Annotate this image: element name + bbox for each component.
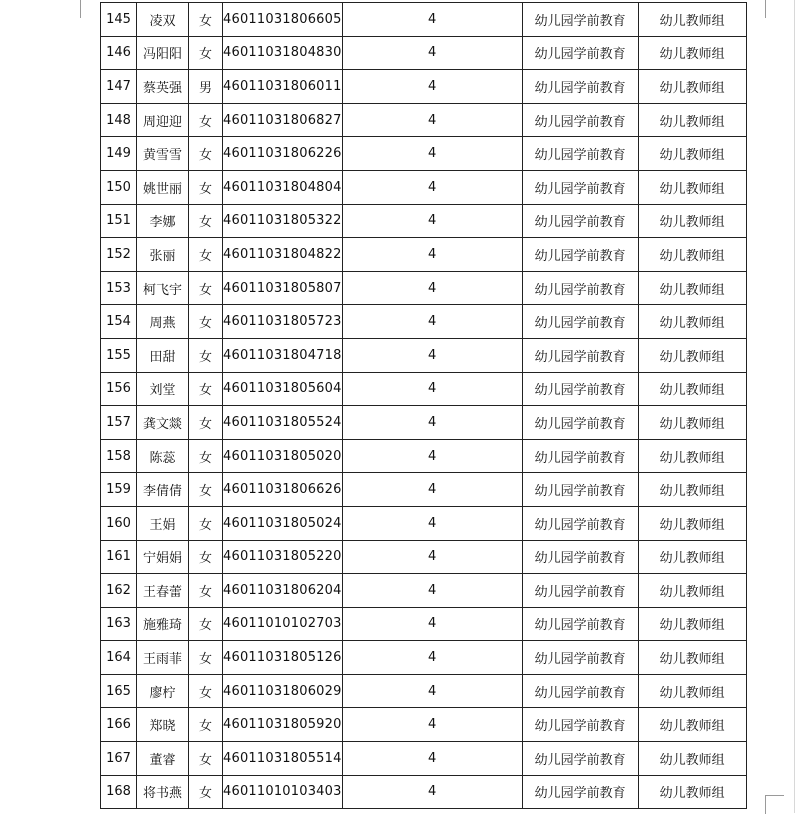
count-cell: 4 (342, 103, 522, 137)
exam-id-cell: 46011031805723 (223, 305, 343, 339)
page-corner-mark-top-right (765, 0, 786, 18)
subject-cell: 幼儿园学前教育 (522, 406, 638, 440)
exam-id-cell: 46011031805604 (223, 372, 343, 406)
row-number-cell: 158 (101, 439, 137, 473)
table-row (101, 473, 747, 507)
exam-id-cell: 46011031806827 (223, 103, 343, 137)
group-cell: 幼儿教师组 (638, 3, 746, 37)
name-cell: 陈蕊 (137, 439, 189, 473)
count-cell: 4 (342, 271, 522, 305)
table-row (101, 540, 747, 574)
count-cell: 4 (342, 3, 522, 37)
row-number-cell: 161 (101, 540, 137, 574)
gender-cell: 女 (189, 775, 223, 809)
gender-cell: 女 (189, 170, 223, 204)
group-cell: 幼儿教师组 (638, 238, 746, 272)
subject-cell: 幼儿园学前教育 (522, 36, 638, 70)
table-row (101, 439, 747, 473)
group-cell: 幼儿教师组 (638, 607, 746, 641)
count-cell: 4 (342, 238, 522, 272)
name-cell: 周燕 (137, 305, 189, 339)
exam-id-cell: 46011031805220 (223, 540, 343, 574)
exam-id-cell: 46011031805126 (223, 641, 343, 675)
name-cell: 施雅琦 (137, 607, 189, 641)
count-cell: 4 (342, 170, 522, 204)
exam-id-cell: 46011031804804 (223, 170, 343, 204)
table-row (101, 170, 747, 204)
gender-cell: 女 (189, 271, 223, 305)
name-cell: 董睿 (137, 742, 189, 776)
gender-cell: 女 (189, 674, 223, 708)
row-number-cell: 166 (101, 708, 137, 742)
count-cell: 4 (342, 439, 522, 473)
name-cell: 张丽 (137, 238, 189, 272)
exam-id-cell: 46011031806011 (223, 70, 343, 104)
group-cell: 幼儿教师组 (638, 439, 746, 473)
count-cell: 4 (342, 607, 522, 641)
group-cell: 幼儿教师组 (638, 742, 746, 776)
row-number-cell: 153 (101, 271, 137, 305)
exam-id-cell: 46011031805524 (223, 406, 343, 440)
subject-cell: 幼儿园学前教育 (522, 506, 638, 540)
group-cell: 幼儿教师组 (638, 574, 746, 608)
table-row (101, 742, 747, 776)
group-cell: 幼儿教师组 (638, 674, 746, 708)
name-cell: 姚世丽 (137, 170, 189, 204)
subject-cell: 幼儿园学前教育 (522, 742, 638, 776)
name-cell: 刘堂 (137, 372, 189, 406)
group-cell: 幼儿教师组 (638, 540, 746, 574)
group-cell: 幼儿教师组 (638, 271, 746, 305)
row-number-cell: 157 (101, 406, 137, 440)
count-cell: 4 (342, 506, 522, 540)
name-cell: 将书燕 (137, 775, 189, 809)
table-row (101, 103, 747, 137)
row-number-cell: 152 (101, 238, 137, 272)
row-number-cell: 156 (101, 372, 137, 406)
subject-cell: 幼儿园学前教育 (522, 708, 638, 742)
group-cell: 幼儿教师组 (638, 70, 746, 104)
table-row (101, 137, 747, 171)
gender-cell: 女 (189, 473, 223, 507)
row-number-cell: 145 (101, 3, 137, 37)
count-cell: 4 (342, 574, 522, 608)
gender-cell: 女 (189, 238, 223, 272)
table-row (101, 775, 747, 809)
gender-cell: 女 (189, 3, 223, 37)
subject-cell: 幼儿园学前教育 (522, 70, 638, 104)
row-number-cell: 154 (101, 305, 137, 339)
group-cell: 幼儿教师组 (638, 775, 746, 809)
exam-id-cell: 46011031806605 (223, 3, 343, 37)
row-number-cell: 147 (101, 70, 137, 104)
subject-cell: 幼儿园学前教育 (522, 775, 638, 809)
group-cell: 幼儿教师组 (638, 170, 746, 204)
subject-cell: 幼儿园学前教育 (522, 204, 638, 238)
group-cell: 幼儿教师组 (638, 708, 746, 742)
count-cell: 4 (342, 137, 522, 171)
count-cell: 4 (342, 674, 522, 708)
group-cell: 幼儿教师组 (638, 473, 746, 507)
exam-id-cell: 46011031805514 (223, 742, 343, 776)
exam-id-cell: 46011031804830 (223, 36, 343, 70)
row-number-cell: 165 (101, 674, 137, 708)
table-row (101, 406, 747, 440)
gender-cell: 女 (189, 742, 223, 776)
exam-id-cell: 46011010102703 (223, 607, 343, 641)
group-cell: 幼儿教师组 (638, 506, 746, 540)
name-cell: 柯飞宇 (137, 271, 189, 305)
subject-cell: 幼儿园学前教育 (522, 137, 638, 171)
table-row (101, 641, 747, 675)
exam-id-cell: 46011010103403 (223, 775, 343, 809)
table-row (101, 506, 747, 540)
name-cell: 凌双 (137, 3, 189, 37)
table-row (101, 372, 747, 406)
group-cell: 幼儿教师组 (638, 372, 746, 406)
table-row (101, 70, 747, 104)
row-number-cell: 155 (101, 338, 137, 372)
exam-id-cell: 46011031806626 (223, 473, 343, 507)
row-number-cell: 159 (101, 473, 137, 507)
count-cell: 4 (342, 540, 522, 574)
name-cell: 王雨菲 (137, 641, 189, 675)
page-corner-mark-top-left (60, 0, 81, 18)
count-cell: 4 (342, 372, 522, 406)
exam-id-cell: 46011031806029 (223, 674, 343, 708)
group-cell: 幼儿教师组 (638, 103, 746, 137)
gender-cell: 女 (189, 406, 223, 440)
group-cell: 幼儿教师组 (638, 305, 746, 339)
name-cell: 李倩倩 (137, 473, 189, 507)
row-number-cell: 149 (101, 137, 137, 171)
count-cell: 4 (342, 204, 522, 238)
subject-cell: 幼儿园学前教育 (522, 473, 638, 507)
name-cell: 田甜 (137, 338, 189, 372)
subject-cell: 幼儿园学前教育 (522, 372, 638, 406)
subject-cell: 幼儿园学前教育 (522, 238, 638, 272)
gender-cell: 女 (189, 137, 223, 171)
subject-cell: 幼儿园学前教育 (522, 170, 638, 204)
gender-cell: 女 (189, 439, 223, 473)
subject-cell: 幼儿园学前教育 (522, 540, 638, 574)
count-cell: 4 (342, 641, 522, 675)
gender-cell: 女 (189, 305, 223, 339)
row-number-cell: 167 (101, 742, 137, 776)
subject-cell: 幼儿园学前教育 (522, 641, 638, 675)
row-number-cell: 151 (101, 204, 137, 238)
row-number-cell: 150 (101, 170, 137, 204)
name-cell: 宁娟娟 (137, 540, 189, 574)
exam-id-cell: 46011031805322 (223, 204, 343, 238)
subject-cell: 幼儿园学前教育 (522, 271, 638, 305)
table-row (101, 36, 747, 70)
gender-cell: 男 (189, 70, 223, 104)
exam-id-cell: 46011031805020 (223, 439, 343, 473)
table-row (101, 3, 747, 37)
exam-id-cell: 46011031806204 (223, 574, 343, 608)
group-cell: 幼儿教师组 (638, 641, 746, 675)
exam-id-cell: 46011031805024 (223, 506, 343, 540)
table-row (101, 607, 747, 641)
row-number-cell: 163 (101, 607, 137, 641)
table-row (101, 338, 747, 372)
name-cell: 李娜 (137, 204, 189, 238)
count-cell: 4 (342, 775, 522, 809)
group-cell: 幼儿教师组 (638, 406, 746, 440)
table-row (101, 574, 747, 608)
name-cell: 龚文燚 (137, 406, 189, 440)
name-cell: 廖柠 (137, 674, 189, 708)
table-row (101, 674, 747, 708)
count-cell: 4 (342, 36, 522, 70)
group-cell: 幼儿教师组 (638, 36, 746, 70)
gender-cell: 女 (189, 338, 223, 372)
row-number-cell: 148 (101, 103, 137, 137)
exam-id-cell: 46011031806226 (223, 137, 343, 171)
gender-cell: 女 (189, 372, 223, 406)
table-row (101, 271, 747, 305)
exam-id-cell: 46011031804822 (223, 238, 343, 272)
exam-id-cell: 46011031805920 (223, 708, 343, 742)
table-row (101, 238, 747, 272)
row-number-cell: 168 (101, 775, 137, 809)
row-number-cell: 160 (101, 506, 137, 540)
row-number-cell: 164 (101, 641, 137, 675)
gender-cell: 女 (189, 540, 223, 574)
table-row (101, 204, 747, 238)
subject-cell: 幼儿园学前教育 (522, 439, 638, 473)
page-corner-mark-bottom-right (765, 795, 784, 814)
name-cell: 蔡英强 (137, 70, 189, 104)
subject-cell: 幼儿园学前教育 (522, 338, 638, 372)
gender-cell: 女 (189, 36, 223, 70)
gender-cell: 女 (189, 103, 223, 137)
gender-cell: 女 (189, 574, 223, 608)
name-cell: 冯阳阳 (137, 36, 189, 70)
gender-cell: 女 (189, 506, 223, 540)
count-cell: 4 (342, 305, 522, 339)
candidate-table-body (101, 3, 747, 809)
gender-cell: 女 (189, 204, 223, 238)
row-number-cell: 146 (101, 36, 137, 70)
page-edge-line (794, 0, 795, 813)
count-cell: 4 (342, 708, 522, 742)
gender-cell: 女 (189, 607, 223, 641)
exam-id-cell: 46011031804718 (223, 338, 343, 372)
subject-cell: 幼儿园学前教育 (522, 674, 638, 708)
gender-cell: 女 (189, 641, 223, 675)
count-cell: 4 (342, 473, 522, 507)
name-cell: 郑晓 (137, 708, 189, 742)
subject-cell: 幼儿园学前教育 (522, 574, 638, 608)
count-cell: 4 (342, 742, 522, 776)
subject-cell: 幼儿园学前教育 (522, 3, 638, 37)
subject-cell: 幼儿园学前教育 (522, 305, 638, 339)
group-cell: 幼儿教师组 (638, 338, 746, 372)
group-cell: 幼儿教师组 (638, 204, 746, 238)
count-cell: 4 (342, 406, 522, 440)
table-row (101, 305, 747, 339)
name-cell: 王春蕾 (137, 574, 189, 608)
name-cell: 周迎迎 (137, 103, 189, 137)
row-number-cell: 162 (101, 574, 137, 608)
count-cell: 4 (342, 338, 522, 372)
candidate-table (100, 2, 747, 809)
gender-cell: 女 (189, 708, 223, 742)
group-cell: 幼儿教师组 (638, 137, 746, 171)
subject-cell: 幼儿园学前教育 (522, 607, 638, 641)
exam-id-cell: 46011031805807 (223, 271, 343, 305)
name-cell: 王娟 (137, 506, 189, 540)
table-row (101, 708, 747, 742)
subject-cell: 幼儿园学前教育 (522, 103, 638, 137)
name-cell: 黄雪雪 (137, 137, 189, 171)
count-cell: 4 (342, 70, 522, 104)
